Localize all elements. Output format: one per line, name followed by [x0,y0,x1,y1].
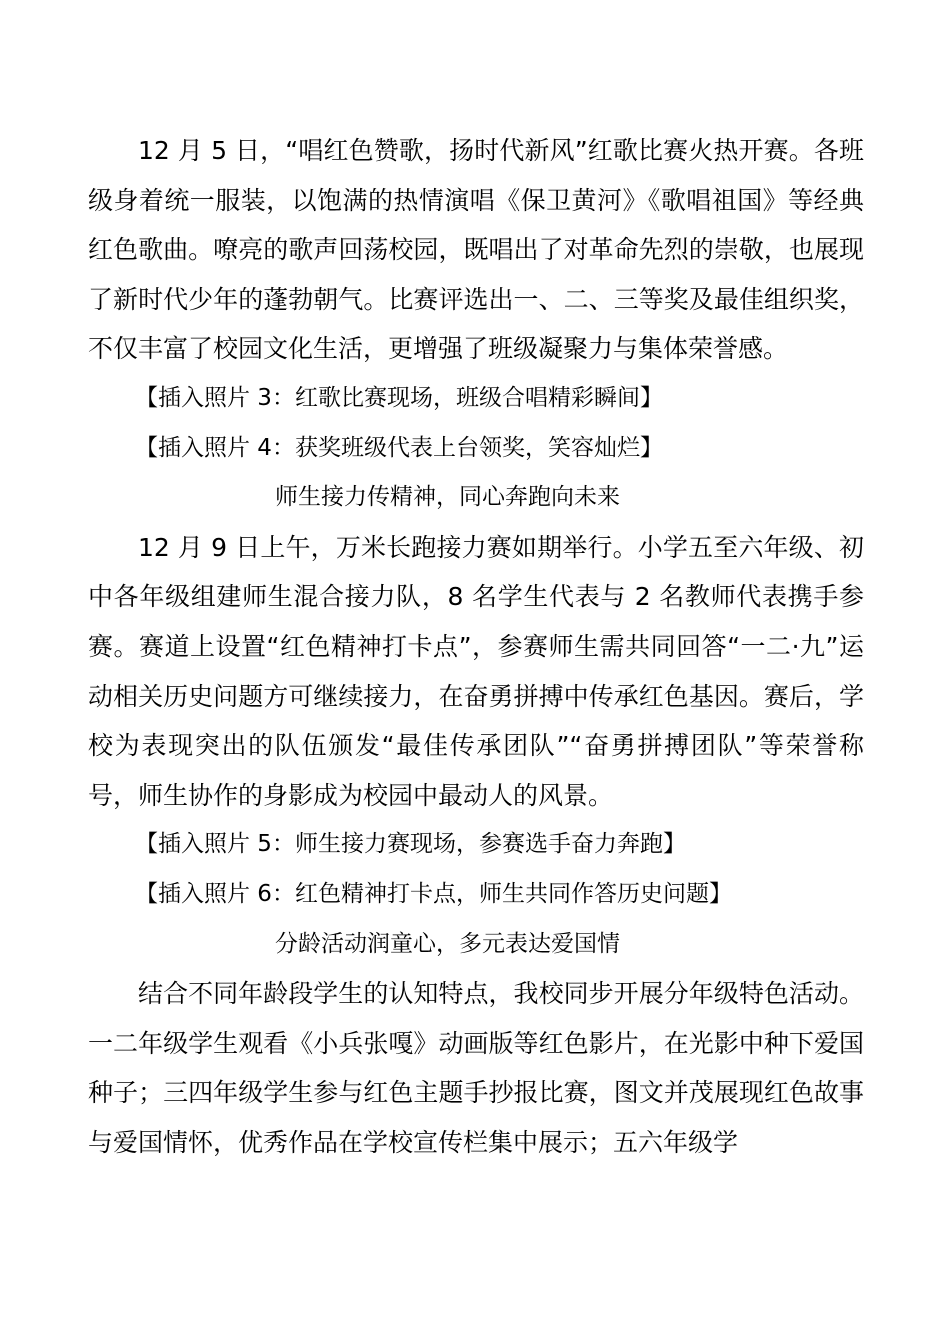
section-heading-age-activities: 分龄活动润童心，多元表达爱国情 [275,930,620,957]
section-heading-relay: 师生接力传精神，同心奔跑向未来 [275,484,620,511]
paragraph-age-activities: 结合不同年龄段学生的认知特点，我校同步开展分年级特色活动。一二年级学生观看《小兵张嘎》动画版等红色影片，在光影中种下爱国种子；三四年级学生参与红色主题手抄报比赛，图文并茂展现红色故事与爱国情怀，优秀作品在学校宣传栏集中展示；五六年级学 [88,979,864,1157]
photo-placeholder-4: 【插入照片 4：获奖班级代表上台领奖，笑容灿烂】 [135,434,663,461]
paragraph-red-song-contest: 12 月 5 日，“唱红色赞歌，扬时代新风”红歌比赛火热开赛。各班级身着统一服装，以饱满的热情演唱《保卫黄河》《歌唱祖国》等经典红色歌曲。嘹亮的歌声回荡校园，既唱出了对革命先烈的崇敬，也展现了新时代少年的蓬勃朝气。比赛评选出一、二、三等奖及最佳组织奖，不仅丰富了校园文化生活，更增强了班级凝聚力与集体荣誉感。 [88,136,864,364]
paragraph-relay-race: 12 月 9 日上午，万米长跑接力赛如期举行。小学五至六年级、初中各年级组建师生混合接力队，8 名学生代表与 2 名教师代表携手参赛。赛道上设置“红色精神打卡点”，参赛师生需共同回答“一二·九”运动相关历史问题方可继续接力，在奋勇拼搏中传承红色基因。赛后，学校为表现突出的队伍颁发“最佳传承团队”“奋勇拼搏团队”等荣誉称号，师生协作的身影成为校园中最动人的风景。 [88,532,864,810]
photo-placeholder-3: 【插入照片 3：红歌比赛现场，班级合唱精彩瞬间】 [135,384,663,411]
photo-placeholder-5: 【插入照片 5：师生接力赛现场，参赛选手奋力奔跑】 [135,831,686,858]
photo-placeholder-6: 【插入照片 6：红色精神打卡点，师生共同作答历史问题】 [135,880,732,907]
document-body [88,126,864,1167]
